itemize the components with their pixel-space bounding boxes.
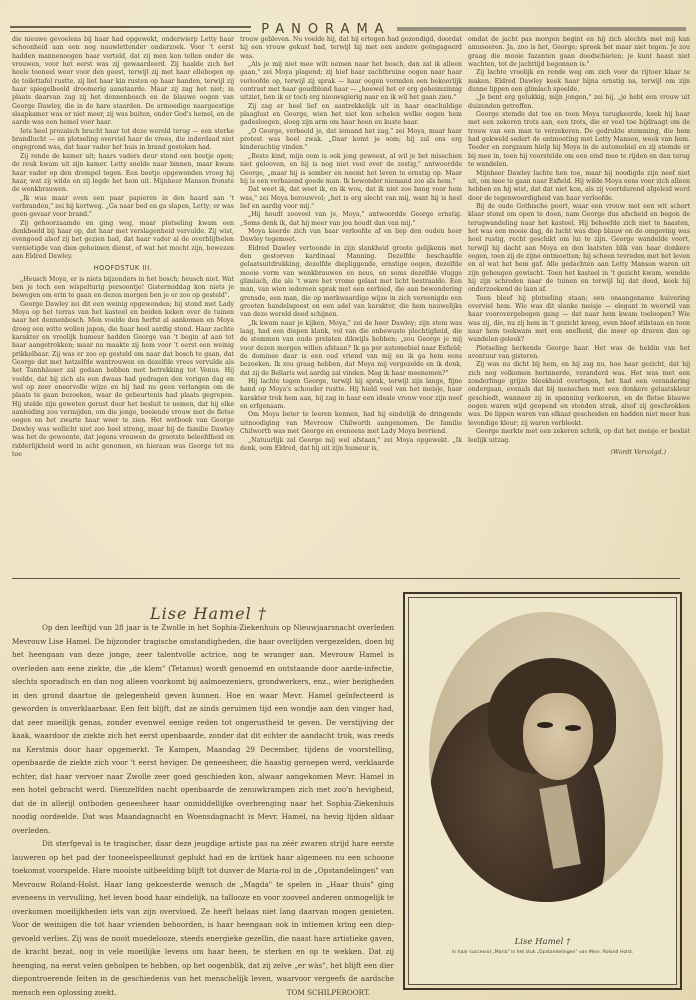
- story-paragraph: „O George, verbeeld je, dat iemand het zag," zei Moya, maar haar protest was heel zwak. „Daar komt je oom; hij zal ons erg kinderachtig vinden.": [240, 127, 462, 152]
- portrait-face: [523, 693, 593, 780]
- story-column-1: [12, 36, 234, 459]
- story-paragraph: Toen bleef hij plotseling staan; een onaangename huivering overviel hem. Wie was dit slanke meisje — elegant in weerwil van haar voorovergebogen gang — dat naar hem kwam toeloopen? Wie was zij, die, nu zij hem in 't gezicht kreeg, even bleef stilstaan en toen naar hem toekwam met een snelheid, die meer op draven dan op wandelen geleek?: [468, 294, 690, 344]
- story-paragraph: omdat de jacht pas morgen begint en hij zich slechts met mij kan amuseeren. Ja, zoo is het, George; spreek het maar niet tegen. Je zou graag die mooie fazanten gaan doodschieten; je kunt haast niet wachten, tot de jachttijd begonnen is.": [468, 36, 690, 69]
- story-paragraph: trouw gebleven. Nu voelde hij, dat hij ertegen had gezondigd, doordat hij een vrouw gekust had, terwijl hij met een andere geëngageerd was.: [240, 36, 462, 60]
- photo-inner-border: [408, 597, 677, 985]
- story-paragraph: „Ik kwam naar je kijken, Moya," zei de heer Dawley; zijn stem was laag, had een diepen klank, vol van die onbewuste plechtigheid, die de stemmen van oude prelaten dikwijls hebben; „zou George je mij voor dezen morgen willen afstaan? Ik ga per automobiel naar Exfield; de dominee daar is een oud vriend van mij en ik ga hem eens bezoeken. Ik zou graag hebben, dat Moya mij vergezelde en ik denk, dat zij de Bellaris wel aardig zal vinden. Mag ik haar meenemen?": [240, 319, 462, 377]
- obituary-title: Lise Hamel †: [150, 604, 267, 623]
- story-paragraph: Eldred Dawley vertoonde in zijn slankheid groote gelijkenis met den gestorven kardinaal Manning. Dezelfde beschaafde gelaatsuitdrukking, dezelfde diepliggende, ernstige oogen, dezelfde mooie vorm van wenkbrauwen en neus, en soms dezelfde vlugge glimlach, die als 't ware het vrome gelaat met licht bestraalde. Een man, van wien iedereen sprak met een eerbied, die aan bewondering grensde, een man, die op merkwaardige wijze in zich vereenigde een grooten handelsgeest en een adel van karakter, die hem nauwelijks van deze wereld deed schijnen.: [240, 244, 462, 319]
- story-paragraph: Hij lachte tegen George, terwijl hij sprak, terwijl zijn lange, fijne hand op Moya's schouder rustte. Hij hield veel van het meisje, haar karakter trok hem aan, hij zag in haar een ideale vrouw voor zijn neef en erfgenaam.: [240, 378, 462, 411]
- story-paragraph: Bij de oude Gothische poort, waar een vrouw met een wit schort klaar stond om open te doen, nam George dus afscheid en begon de terugwandeling naar het kasteel. Hij behoefde zich niet te haasten, het was een mooie dag, de lucht was diep blauw en de omgeving was heel rustig, recht geschikt om lui te zijn. George wandelde voort, terwijl hij dacht aan Moya en den laatsten blik van haar donkere oogen, toen zij de zijne ontmoetten; hij scheen tevreden met het leven en al wat het hem gaf. Alle gedachten aan Letty Manson waren uit zijn geheugen gewischt. Toen het kasteel in 't gezicht kwam, wendde hij zijn schreden naar de tuinen en terwijl hij dat deed, keek hij onderzoekend de laan af.: [468, 202, 690, 294]
- masthead-rule-left: [10, 26, 251, 32]
- masthead-rule-right: [397, 27, 686, 31]
- story-paragraph: „Heusch Moya, er is niets bijzonders in het bosch; heusch niet. Wat ben je toch een wispelturig persoontje! Gistermiddag kon niets je bewegen om erin te gaan en dezen morgen ben je er zoo op gesteld".: [12, 275, 234, 300]
- story-paragraph: Moya keerde zich van haar verloofde af en liep den ouden heer Dawley tegemoet.: [240, 227, 462, 244]
- masthead-title: PANORAMA: [261, 21, 391, 37]
- story-paragraph: Zij was nu dicht bij hem, en hij zag nu, hoe haar gezicht, dat hij zich nog volkomen herinnerde, veranderd was. Het was met een zonderlinge grijze bleekheid overtogen, het had een verandering ondergaan, evenals dat bij menschen met een donkere gelaatskleur geschiedt, wanneer zij in spanning verkeeren, en de fletse blauwe oogen waren wijd geopend en stonden strak, alsof zij geschrokken was. De lippen waren van elkaar gescheiden en hadden niet meer hun levendige kleur; zij waren verbleekt.: [468, 361, 690, 427]
- photo-caption-title: Lise Hamel †: [514, 937, 571, 947]
- story-paragraph: Zij zag er heel lief en aantrekkelijk uit in haar onschuldige plaaglust en George, wien het niet kon schelen welke oogen hem gadesloegen, sloeg zijn arm om haar heen en kuste haar.: [240, 102, 462, 127]
- story-column-3: [468, 36, 690, 457]
- story-paragraph: George stemde dat toe en toen Moya terugkeerde, keek hij haar met een zekeren trots aan, een trots, die er veel toe bijdraagt om de trouw van een man te verzekeren. De gedrukte stemming, die hem had gekweld sedert de ontmoeting met Letty Manson, week van hem. Teeder en zorgzaam hielp hij Moya in de automobiel en zij stemde er bij mee in, toen hij voorstelde om een eind mee te rijden en dan terug te wandelen.: [468, 111, 690, 169]
- story-paragraph: „Je bent erg gelukkig, mijn jongen," zei hij, „je hebt een vrouw uit duizenden getroffen.: [468, 94, 690, 110]
- portrait-eye: [537, 722, 553, 728]
- obituary-body: [12, 621, 394, 999]
- story-paragraph: Zij lachte vroolijk en rende weg om zich voor de rijtoer klaar te maken. Eldred Dawley keek haar bijna ernstig na, terwijl om zijn dunne lippen een glimlach speelde.: [468, 69, 690, 94]
- obituary-signature: TOM SCHILPEROORT.: [286, 987, 370, 997]
- story-paragraph: „Beste kind, mijn oom is ook jong geweest, al wil je het misschien niet gelooven, en hij is nog niet veel over de zestig," antwoordde George, „maar hij is somber en neemt het leven te ernstig op. Maar hij is een verbazend goede man. Ik bewonder niemand zoo als hem.": [240, 152, 462, 185]
- portrait-eye: [565, 725, 581, 731]
- story-paragraph: „Ik was maar even een paar papieren in den haard aan 't verbranden," zei hij kortweg. „Ga naar bed en ga slapen, Letty; er was geen gevaar voor brand.": [12, 194, 234, 219]
- story-paragraph: Plotseling herkende George haar. Het was de heldin van het avontuur van gisteren.: [468, 344, 690, 361]
- story-paragraph: „Hij houdt zooveel van je, Moya," antwoordde George ernstig. „Soms denk ik, dat hij meer van jou houdt dan van mij.": [240, 211, 462, 227]
- obituary-paragraph: Dit sterfgeval is te tragischer, daar deze jeugdige artiste pas na zéér zwaren strijd hare eerste lauweren op het pad der tooneelspeelkunst geplukt had en de kritiek haar algemeen nu een schoone toekomst voorspelde. Hare mooiste uitbeelding blijft tot dusver de Maria-rol in de „Opstandelingen" van Mevrouw Roland-Holst. Haar lang gekoesterde wensch de „Magda" te spelen in „Haar thuis" ging eveneens in vervulling, het leven bood haar eindelijk, na tallooze en voor zooveel anderen onmogelijk te overkomen moeilijkheden iets van zijn overvloed. Ze heeft helaas niet lang daarvan mogen genieten. Voor de weinigen die tot haar vrienden behoorden, is haar heengaan ook in intiemen kring een diep-gevoeld verlies. Zij was de nooit moedelooze, steeds energieke gezellin, die naast hare artistieke gaven, de kracht bezat, nog in vele moeilijke levens om haar heen, te sterken en op te wekken. Dat zij heenging, na eerst velen geholpen te hebben, op het oogenblik, dat zij zelve „er wàs", het blijft een dier diepontroerende feiten in de geschiedenis van het menschelijk leven, waarvoor vergeefs de aardsche mensch een oplossing zoekt.: [12, 839, 394, 997]
- portrait-photo: [429, 612, 663, 902]
- story-paragraph: George merkte met een zekeren schrik, op dat het meisje er beslist leelijk uitzag.: [468, 428, 690, 444]
- story-paragraph: Zij gehoorzaamde en ging weg, maar plotseling kwam een denkbeeld bij haar op, dat haar met verslagenheid vervulde. Zij wist, evengoed alsof zij het gezien had, dat haar vader al de overblijfselen vernietigde van dien geheimen dienst, of wat het mocht zijn, bewezen aan Eldred Dawley.: [12, 219, 234, 260]
- story-paragraph: Mijnheer Dawley lachte hen toe, maar hij noodigde zijn neef niet uit, om mee te gaan naar Exfield. Hij wilde Moya eens voor zich alleen hebben en hij wist, dat dat niet kon, als zij voortdurend afgeleid werd door de tegenwoordigheid van haar verloofde.: [468, 169, 690, 202]
- story-paragraph: die nieuwe gevoelens bij haar had opgewekt, onderwierp Letty haar schoonheid aan een nog nauwlettender onderzoek. Voor 't eerst hadden mannenoogen haar verteld, dat zij men kon tellen onder de vrouwen, voor het eerst was zij gewaardeerd. Zij haalde zich het heele tooneel weer voor den geest, terwijl zij met haar ellebogen op de toilettafel rustte, zij liet haar kin rusten op haar handen, terwijl zij haar spiegelbeeld droomerig aanstaarde. Maar zij zag het niet; in plaats daarvan zag zij het dennenbosch en de blauwe oogen van George Dawley, die in de hare staarden. De armoedige naargeestige slaapkamer was er niet meer, zij was buiten, onder God's hemel, en de aarde was een hemel voor haar.: [12, 36, 234, 127]
- photo-frame: [403, 592, 682, 990]
- story-paragraph: Om Moya beter te leeren kennen, had hij eindelijk de dringende uitnoodiging van Mevrouw Chilworth aangenomen. De familie Chilworth was met George en eveneens met Lady Moya bevriend.: [240, 411, 462, 436]
- story-paragraph: Zij rende de kamer uit; haars vaders deur stond een beetje open; de reuk kwam uit zijn kamer. Letty snelde naar binnen, maar kwam haar vader op den drempel tegen. Een beetje opgewonden vroeg hij haar, wat zij wilde en zij legde het hem uit. Mijnheer Manson fronste de wenkbrauwen.: [12, 152, 234, 194]
- story-paragraph: George Dawley zei dit een weinig opgewonden; hij stond met Lady Moya op het terras van het kasteel en beiden keken over de tuinen naar het dennenbosch. Men voelde den herfst al aankomen en Moya droeg een witte wollen japon, die haar heel aardig stond. Haar zachte karakter en vroolijk humeur hadden George van 't begin af aan tot haar aangetrokken; maar nu maakte zij hem voor 't eerst een weinig prikkelbaar. Zij was er zoo op gesteld om naar dat bosch te gaan, dat George dat met hetzelfde wantrouwen en dezelfde vrees vervulde als het Tannhäuser zal gedaan hebben met betrekking tot Venus. Hij voelde, dat hij zich als een dwaas had gedragen den vorigen dag en wel op zeer oneervolle wijze en hij had nu geen verlangen om de plaats te gaan bezoeken, waar de gebeurtenis had plaats gegrepen. Hij stelde zijn geweten gerust door het besluit te nemen, dat hij elke aanleiding zou vermijden, om die jonge, boeiende vrouw met de fletse oogen en het zwarte haar weer te zien. Het wetboek van George Dawley was wellicht niet zoo heel streng, maar bij de familie Dawley was het de gewoonte, dat jegens vrouwen de grootste beleefdheid en ridderlijkheid werd in acht genomen, en hieraan was George tot nu toe: [12, 300, 234, 458]
- story-paragraph: Dat weet ik, dat weet ik, en ik wou, dat ik niet zoo bang voor hem was," zei Moya berouwvol; „het is erg slecht van mij, want hij is heel lief en aardig voor mij.": [240, 186, 462, 210]
- story-paragraph: „Natuurlijk zal George mij wel afstaan," zei Moya opgewekt. „Ik denk, oom Eldred, dat hij uit zijn humeur is,: [240, 436, 462, 452]
- section-divider: [12, 578, 680, 580]
- story-paragraph: Iets heel prozaïsch bracht haar tot deze wereld terug — een sterke brandlucht — en plotseling overviel haar de vrees, die inderdaad niet ongegrond was, dat haar vader het huis in brand gestoken had.: [12, 127, 234, 152]
- to-be-continued: (Wordt Vervolgd.): [610, 448, 666, 456]
- story-paragraph: „Als je mij niet mee wilt nemen naar het bosch, dan zal ik alleen gaan," zei Moya plagend; zij hief haar zachtbruine oogen naar haar verloofde op, terwijl zij sprak — haar oogen vormden een bekoorlijk contrast met haar goudblond haar — „hoewel het er erg geheimzinnig uitziet, ben ik er toch erg nieuwsgierig naar en ik wil het gaan zien.": [240, 61, 462, 102]
- chapter-heading: HOOFDSTUK III.: [93, 264, 153, 273]
- story-column-2: [240, 36, 462, 453]
- obituary-paragraph: Op den leeftijd van 28 jaar is te Zwolle in het Sophia-Ziekenhuis op Nieuwjaarsnacht overleden Mevrouw Lise Hamel. De bijzonder tragische omstandigheden, die haar overlijden vergezelden, doen bij het heengaan van deze jonge, zeer talentvolle actrice, nog te wranger aan. Mevrouw Hamel is overleden aan eene ziekte, die „de klem" (Tetanus) wordt genoemd en ontstaande door aarde-infectie, slechts sporadisch en dan nog alleen voorkomt bij aalmoezeniers, grondwerkers, enz., wier bezigheden in den grond daartoe de gelegenheid geven kunnen. Hoe en waar Mevr. Hamel geïnfecteerd is geworden is onverklaarbaar. Een feit blijft, dat ze sinds geruimen tijd een wondje aan den vinger had, dat zeer moeilijk genas, zonder evenwel eenige reden tot ongerustheid te geven. De verstijving der kaak, waardoor de ziekte zich het eerst openbaarde, zonder dat dit echter de aandacht trok, was reeds na Kerstmis door haar opgemerkt. Te Kampen, Maandag 29 December, tijdens de voorstelling, openbaarde de ziekte zich voor 't eerst heviger. De geneesheer, die haastig geroepen werd, verklaarde echter, dat haar vervoer naar Zwolle zeer goed geschieden kon, alwaar aangekomen Mevr. Hamel in een hotel gebracht werd. Dienzelfden nacht openbaarde de zenuwkrampen zich met zoo'n hevigheid, dat de in allerijl ontboden geneesheer haar onmiddellijke overbrenging naar het Sophia-Ziekenhuis noodig oordeelde. Dat was Maandagnacht en Woensdagnacht is Mevr. Hamel, na hevig lijden aldaar overleden.: [12, 623, 394, 835]
- masthead: [10, 22, 686, 36]
- photo-caption: in haar succesrol „Maria" in het stuk „Opstandelingen" van Mevr. Roland Holst.: [451, 950, 634, 955]
